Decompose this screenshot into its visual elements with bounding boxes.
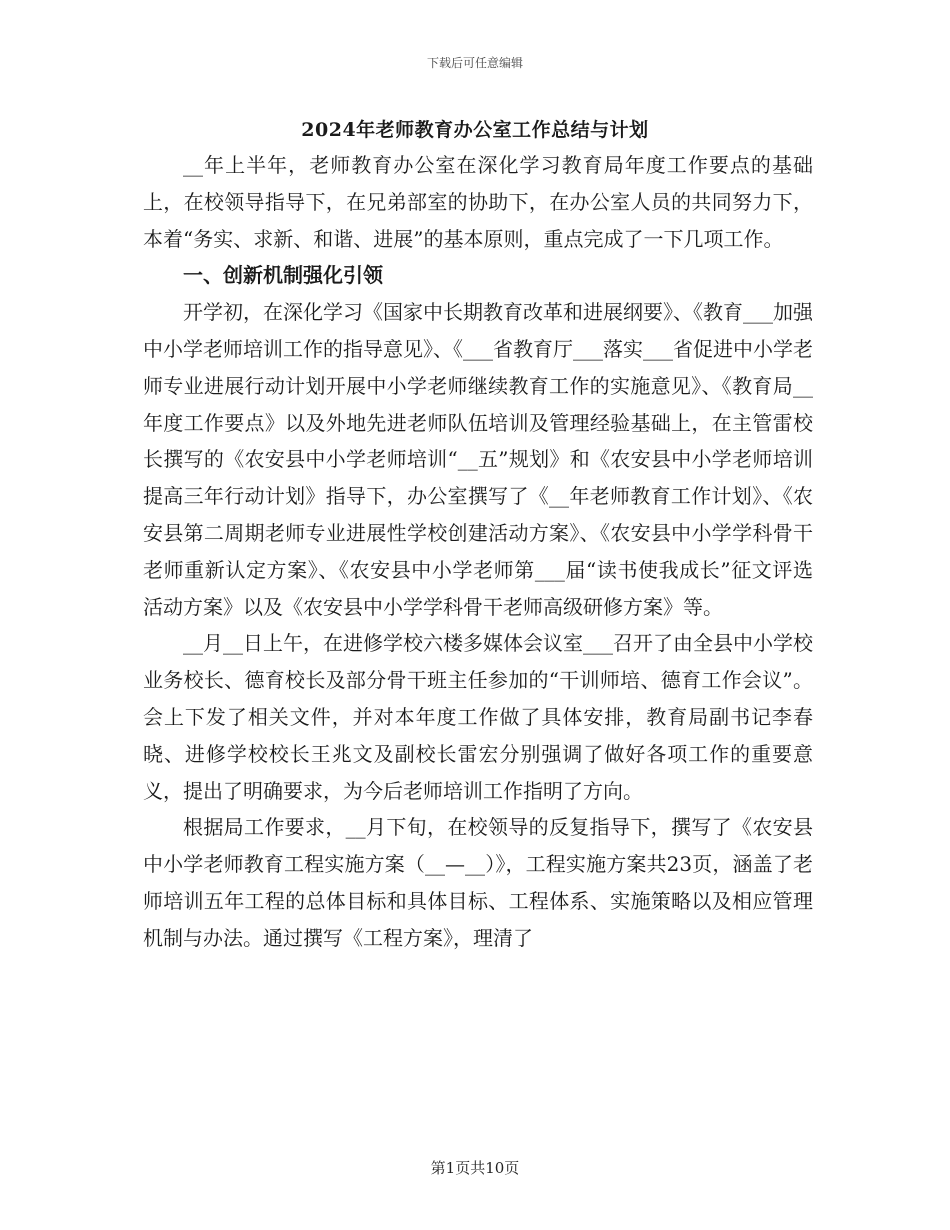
page-number-footer: 第1页共10页 (430, 1159, 520, 1177)
body-paragraph: __月__日上午，在进修学校六楼多媒体会议室___召开了由全县中小学校业务校长、德育校长及部分骨干班主任参加的“干训师培、德育工作会议”。会上下发了相关文件，并对本年度工作做了具体安排，教育局副书记李春晓、进修学校校长王兆文及副校长雷宏分别强调了做好各项工作的重要意义，提出了明确要求，为今后老师培训工作指明了方向。 (143, 631, 813, 803)
page-header-note: 下载后可任意编辑 (426, 56, 523, 70)
intro-paragraph: __年上半年，老师教育办公室在深化学习教育局年度工作要点的基础上，在校领导指导下，在兄弟部室的协助下，在办公室人员的共同努力下，本着“务实、求新、和谐、进展”的基本原则，重点完成了一下几项工作。 (143, 153, 813, 251)
body-paragraph: 根据局工作要求，__月下旬，在校领导的反复指导下，撰写了《农安县中小学老师教育工程实施方案（__—__）》，工程实施方案共23页，涵盖了老师培训五年工程的总体目标和具体目标、工程体系、实施策略以及相应管理机制与办法。通过撰写《工程方案》，理清了 (143, 815, 813, 950)
document-body (143, 147, 813, 957)
section-heading: 一、创新机制强化引领 (183, 263, 383, 288)
document-title: 2024年老师教育办公室工作总结与计划 (301, 119, 649, 141)
body-paragraph: 开学初，在深化学习《国家中长期教育改革和进展纲要》、《教育___加强中小学老师培训工作的指导意见》、《___省教育厅___落实___省促进中小学老师专业进展行动计划开展中小学老师继续教育工作的实施意见》、《教育局__年度工作要点》以及外地先进老师队伍培训及管理经验基础上，在主管雷校长撰写的《农安县中小学老师培训“__五”规划》和《农安县中小学老师培训提高三年行动计划》指导下，办公室撰写了《__年老师教育工作计划》、《农安县第二周期老师专业进展性学校创建活动方案》、《农安县中小学学科骨干老师重新认定方案》、《农安县中小学老师第___届“读书使我成长”征文评选活动方案》以及《农安县中小学学科骨干老师高级研修方案》等。 (143, 300, 813, 619)
